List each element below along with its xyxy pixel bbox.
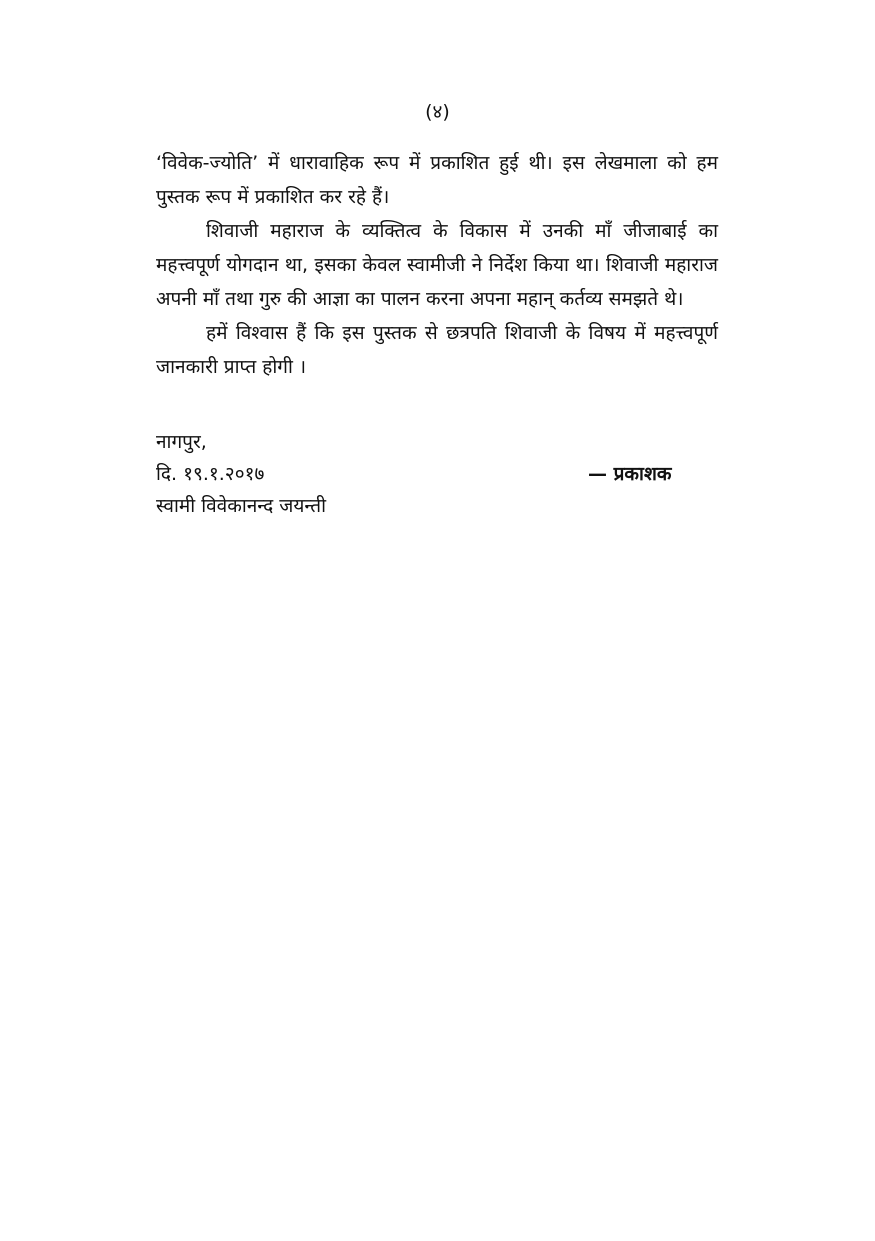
occasion-line: स्वामी विवेकानन्द जयन्ती [156,495,327,517]
preface-text [156,146,718,384]
place-line: नागपुर, [156,431,207,453]
paragraph-belief: हमें विश्वास हैं कि इस पुस्तक से छत्रपति शिवाजी के विषय में महत्त्वपूर्ण जानकारी प्राप्त होगी । [156,322,718,378]
paragraph-continuation: ‘विवेक-ज्योति’ में धारावाहिक रूप में प्रकाशित हुई थी। इस लेखमाला को हम पुस्तक रूप में प्रकाशित कर रहे हैं। [156,152,718,208]
publisher-signature: — प्रकाशक [588,463,672,485]
date-line: दि. १९.१.२०१७ [156,463,265,485]
paragraph-shivaji-mother: शिवाजी महाराज के व्यक्तित्व के विकास में उनकी माँ जीजाबाई का महत्त्वपूर्ण योगदान था, इसका केवल स्वामीजी ने निर्देश किया था। शिवाजी महाराज अपनी माँ तथा गुरु की आज्ञा का पालन करना अपना महान् कर्तव्य समझते थे। [156,220,718,310]
page-number: (४) [425,101,450,123]
